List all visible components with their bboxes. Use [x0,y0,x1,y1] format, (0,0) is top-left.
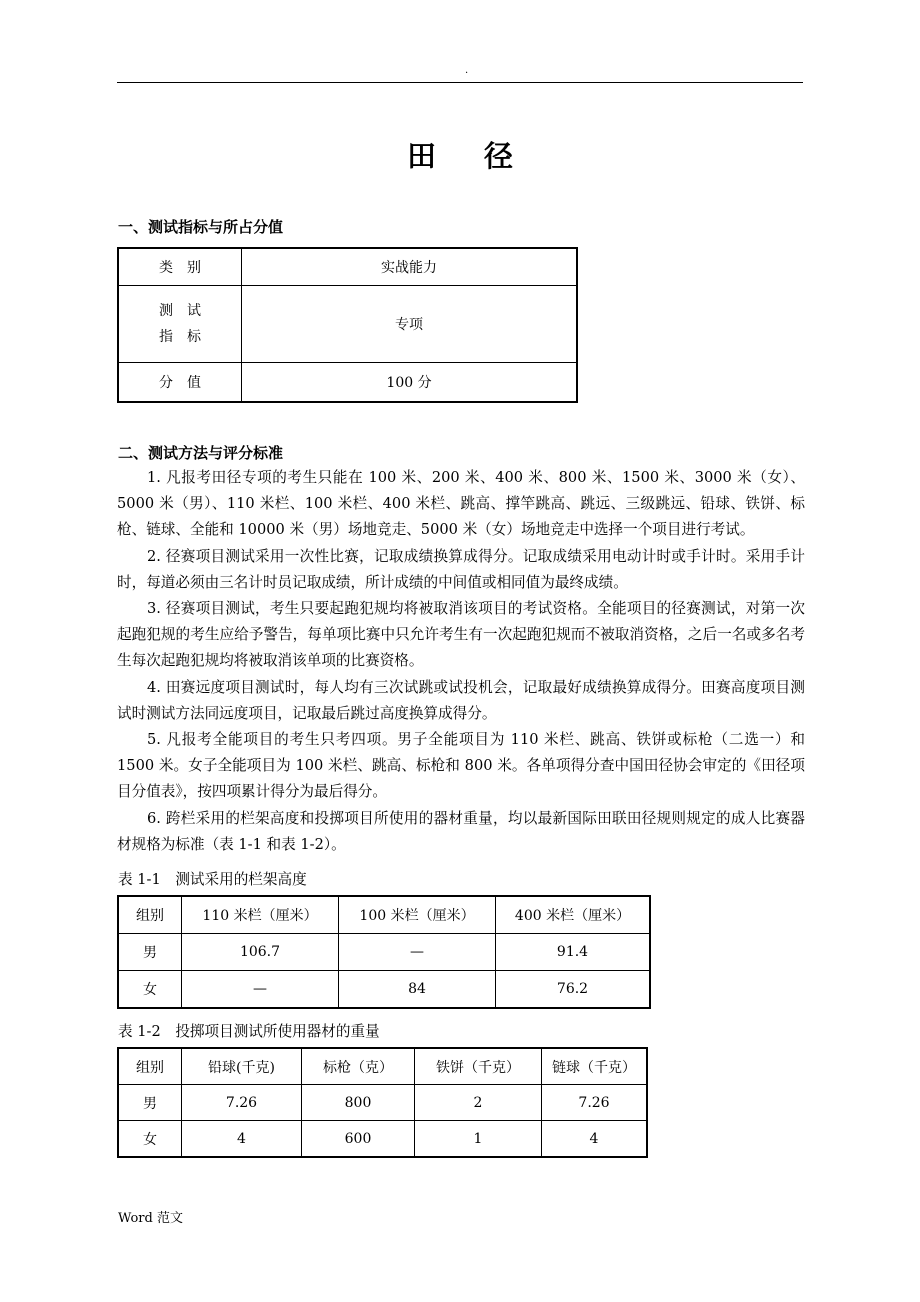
table-cell: 2 [415,1085,542,1121]
header-mark: . [465,65,469,76]
paragraph: 3. 径赛项目测试，考生只要起跑犯规均将被取消该项目的考试资格。全能项目的径赛测试，对第一次起跑犯规的考生应给予警告，每单项比赛中只允许考生有一次起跑犯规而不被取消资格，之后一名或多名考生每次起跑犯规均将被取消该单项的比赛资格。 [117,600,805,670]
paragraph: 6. 跨栏采用的栏架高度和投掷项目所使用的器材重量，均以最新国际田联田径规则规定的成人比赛器材规格为标准（表 1-1 和表 1-2）。 [117,809,805,853]
table-header-row [118,1048,647,1085]
paragraph: 1. 凡报考田径专项的考生只能在 100 米、200 米、400 米、800 米、1500 米、3000 米（女）、5000 米（男）、110 米栏、100 米栏、400 米栏、跳高、撑竿跳高、跳远、三级跳远、铅球、铁饼、标枪、链球、全能和 10000 米（男）场地竞走、5000 米（女）场地竞走中选择一个项目进行考试。 [117,469,805,539]
table-row [118,934,650,971]
paragraph: 5. 凡报考全能项目的考生只考四项。男子全能项目为 110 米栏、跳高、铁饼或标枪（二选一）和 1500 米。女子全能项目为 100 米栏、跳高、标枪和 800 米。各单项得分查中国田径协会审定的《田径项目分值表》，按四项累计得分为最后得分。 [117,731,805,801]
table1-caption: 表 1-1 测试采用的栏架高度 [118,871,307,888]
table-cell: 84 [339,971,496,1009]
table-cell: 专项 [242,286,578,363]
table-cell: 4 [542,1121,648,1158]
table-header-cell: 链球（千克） [542,1048,648,1085]
table-header-cell: 110 米栏（厘米） [182,896,339,934]
header-rule [117,82,803,83]
table-cell: 女 [118,971,182,1009]
table-cell: 600 [302,1121,415,1158]
paragraph: 2. 径赛项目测试采用一次性比赛，记取成绩换算成得分。记取成绩采用电动计时或手计时。采用手计时，每道必须由三名计时员记取成绩，所计成绩的中间值或相同值为最终成绩。 [117,547,805,591]
table-cell: 91.4 [496,934,651,971]
table-cell: 实战能力 [242,248,578,286]
table2-caption: 表 1-2 投掷项目测试所使用器材的重量 [118,1023,380,1040]
section1-heading: 一、测试指标与所占分值 [118,218,284,236]
table-header-cell: 组别 [118,896,182,934]
table-cell: 4 [182,1121,302,1158]
table-header-cell: 100 米栏（厘米） [339,896,496,934]
table-cell [118,286,242,363]
section2-heading: 二、测试方法与评分标准 [118,444,284,462]
table-cell: 800 [302,1085,415,1121]
table-cell: 类 别 [118,248,242,286]
cell-line: 测 试 [159,303,201,319]
cell-line: 指 标 [159,329,201,345]
paragraph: 4. 田赛远度项目测试时，每人均有三次试跳或试投机会，记取最好成绩换算成得分。田赛高度项目测试时测试方法同远度项目，记取最后跳过高度换算成得分。 [117,678,805,722]
score-table [117,247,578,403]
table-cell: 男 [118,1085,182,1121]
table-cell: 106.7 [182,934,339,971]
table-cell: — [339,934,496,971]
table-header-cell: 400 米栏（厘米） [496,896,651,934]
table-header-cell: 铁饼（千克） [415,1048,542,1085]
table-row [118,1085,647,1121]
table-row [118,248,577,286]
table-cell: 76.2 [496,971,651,1009]
throwing-weight-table [117,1047,648,1158]
body-text [117,465,805,858]
table-row [118,286,577,363]
table-header-cell: 标枪（克） [302,1048,415,1085]
table-cell: 分 值 [118,363,242,403]
table-cell: 男 [118,934,182,971]
table-cell: 7.26 [182,1085,302,1121]
table-cell: 女 [118,1121,182,1158]
table-cell: 1 [415,1121,542,1158]
table-header-row [118,896,650,934]
hurdle-height-table [117,895,651,1009]
footer-text: Word 范文 [118,1211,183,1226]
table-cell: 7.26 [542,1085,648,1121]
table-row [118,363,577,403]
table-cell: 100 分 [242,363,578,403]
table-header-cell: 铅球(千克) [182,1048,302,1085]
table-row [118,1121,647,1158]
table-cell: — [182,971,339,1009]
table-row [118,971,650,1009]
table-header-cell: 组别 [118,1048,182,1085]
page-title: 田径 [406,139,561,173]
